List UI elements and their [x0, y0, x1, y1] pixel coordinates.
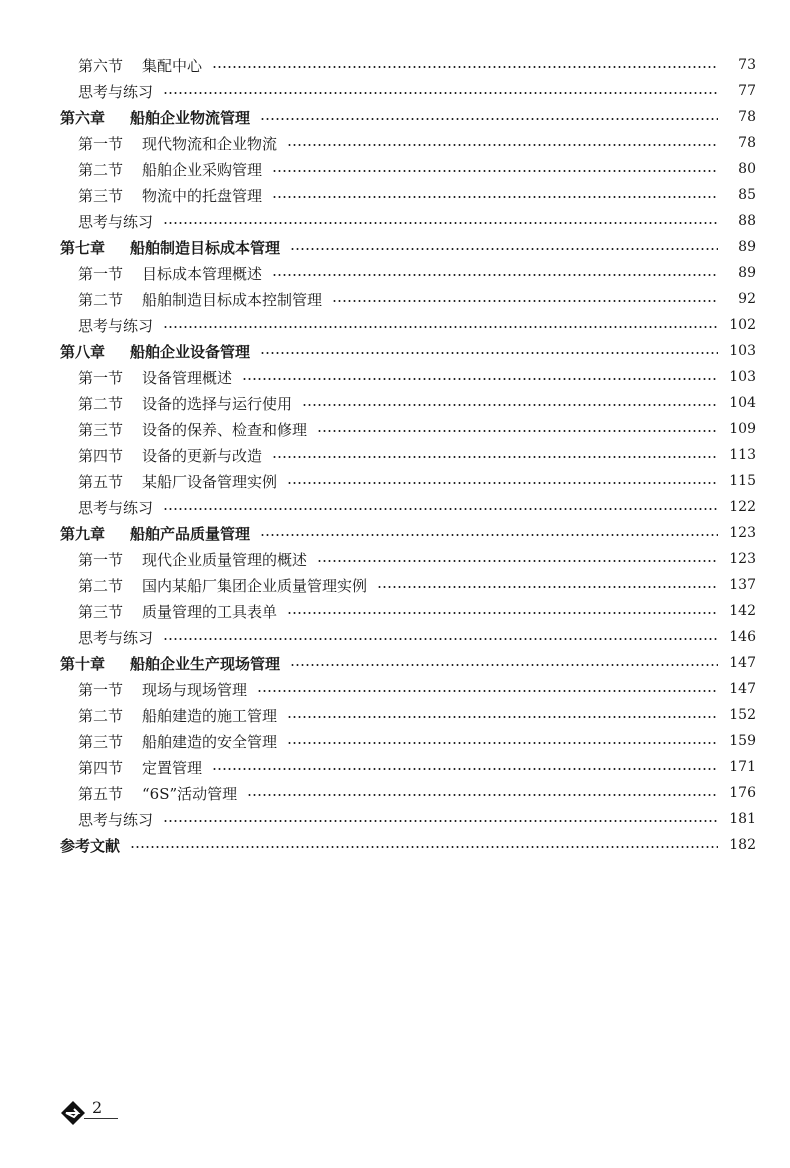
toc-section-entry[interactable] [0, 572, 790, 598]
toc-chapter-entry[interactable] [0, 338, 790, 364]
toc-entry-page: 123 [729, 551, 756, 567]
toc-entry-page: 88 [738, 213, 756, 229]
toc-entry-number: 第一节 [78, 264, 124, 283]
toc-entry-number: 第四节 [78, 758, 124, 777]
toc-entry-page: 182 [729, 837, 756, 853]
toc-entry-number: 第二节 [78, 394, 124, 413]
toc-section-entry[interactable] [0, 364, 790, 390]
dot-leader [377, 586, 718, 588]
toc-exercise-entry[interactable] [0, 806, 790, 832]
toc-entry-title: 船舶制造目标成本控制管理 [142, 290, 323, 309]
toc-entry-title: 目标成本管理概述 [142, 264, 263, 283]
toc-entry-page: 89 [738, 265, 756, 281]
toc-section-entry[interactable] [0, 52, 790, 78]
toc-entry-page: 85 [738, 187, 756, 203]
toc-entry-title: 船舶企业物流管理 [130, 108, 251, 127]
dot-leader [163, 92, 718, 94]
toc-section-entry[interactable] [0, 754, 790, 780]
toc-entry-page: 142 [729, 603, 756, 619]
toc-section-entry[interactable] [0, 598, 790, 624]
toc-section-entry[interactable] [0, 260, 790, 286]
toc-entry-title: 思考与练习 [78, 628, 154, 647]
toc-entry-page: 115 [729, 473, 756, 489]
toc-section-entry[interactable] [0, 130, 790, 156]
page-footer [56, 1094, 136, 1134]
toc-entry-page: 123 [729, 525, 756, 541]
toc-chapter-entry[interactable] [0, 104, 790, 130]
toc-entry-title: 船舶企业生产现场管理 [130, 654, 281, 673]
toc-entry-number: 第五节 [78, 784, 124, 803]
dot-leader [247, 794, 718, 796]
toc-entry-page: 80 [738, 161, 756, 177]
toc-entry-title: 思考与练习 [78, 810, 154, 829]
toc-entry-page: 181 [729, 811, 756, 827]
toc-entry-number: 第七章 [60, 238, 106, 257]
dot-leader [163, 820, 718, 822]
dot-leader [287, 612, 718, 614]
toc-entry-page: 89 [738, 239, 756, 255]
toc-entry-page: 103 [729, 369, 756, 385]
dot-leader [260, 352, 718, 354]
toc-entry-number: 第十章 [60, 654, 106, 673]
toc-entry-page: 77 [738, 83, 756, 99]
toc-entry-page: 146 [729, 629, 756, 645]
toc-section-entry[interactable] [0, 182, 790, 208]
toc-entry-page: 78 [738, 135, 756, 151]
toc-entry-page: 171 [729, 759, 756, 775]
toc-references-entry[interactable] [0, 832, 790, 858]
toc-entry-title: “6S”活动管理 [142, 784, 238, 803]
toc-entry-title: 定置管理 [142, 758, 203, 777]
page-number: 2 [92, 1098, 103, 1117]
toc-exercise-entry[interactable] [0, 624, 790, 650]
dot-leader [287, 482, 718, 484]
toc-entry-number: 第二节 [78, 290, 124, 309]
toc-section-entry[interactable] [0, 442, 790, 468]
toc-section-entry[interactable] [0, 286, 790, 312]
toc-entry-number: 第九章 [60, 524, 106, 543]
toc-entry-number: 第八章 [60, 342, 106, 361]
toc-entry-page: 152 [729, 707, 756, 723]
toc-entry-page: 122 [729, 499, 756, 515]
toc-exercise-entry[interactable] [0, 494, 790, 520]
toc-section-entry[interactable] [0, 676, 790, 702]
toc-entry-title: 思考与练习 [78, 212, 154, 231]
toc-entry-number: 第五节 [78, 472, 124, 491]
toc-entry-title: 船舶建造的安全管理 [142, 732, 278, 751]
toc-entry-page: 78 [738, 109, 756, 125]
toc-chapter-entry[interactable] [0, 650, 790, 676]
toc-entry-title: 国内某船厂集团企业质量管理实例 [142, 576, 368, 595]
dot-leader [163, 508, 718, 510]
toc-entry-page: 137 [729, 577, 756, 593]
dot-leader [290, 248, 718, 250]
toc-entry-number: 第一节 [78, 550, 124, 569]
toc-entry-number: 第六章 [60, 108, 106, 127]
toc-chapter-entry[interactable] [0, 520, 790, 546]
dot-leader [272, 274, 718, 276]
toc-entry-title: 集配中心 [142, 56, 203, 75]
footer-rule [84, 1118, 118, 1119]
toc-section-entry[interactable] [0, 156, 790, 182]
toc-section-entry[interactable] [0, 390, 790, 416]
toc-section-entry[interactable] [0, 780, 790, 806]
toc-entry-number: 第二节 [78, 160, 124, 179]
dot-leader [287, 716, 718, 718]
toc-section-entry[interactable] [0, 416, 790, 442]
toc-entry-number: 第三节 [78, 732, 124, 751]
dot-leader [332, 300, 718, 302]
toc-section-entry[interactable] [0, 468, 790, 494]
toc-entry-number: 第六节 [78, 56, 124, 75]
dot-leader [317, 430, 718, 432]
dot-leader [212, 66, 718, 68]
toc-entry-title: 某船厂设备管理实例 [142, 472, 278, 491]
toc-chapter-entry[interactable] [0, 234, 790, 260]
toc-entry-title: 船舶建造的施工管理 [142, 706, 278, 725]
dot-leader [260, 118, 718, 120]
toc-entry-number: 第二节 [78, 706, 124, 725]
dot-leader [163, 638, 718, 640]
toc-entry-page: 92 [738, 291, 756, 307]
toc-entry-title: 设备的选择与运行使用 [142, 394, 293, 413]
toc-entry-title: 思考与练习 [78, 498, 154, 517]
dot-leader [287, 144, 718, 146]
dot-leader [290, 664, 718, 666]
toc-entry-page: 147 [729, 655, 756, 671]
toc-entry-number: 第一节 [78, 134, 124, 153]
toc-entry-page: 176 [729, 785, 756, 801]
table-of-contents [0, 52, 790, 858]
toc-entry-page: 159 [729, 733, 756, 749]
dot-leader [317, 560, 718, 562]
toc-entry-title: 船舶产品质量管理 [130, 524, 251, 543]
toc-entry-title: 船舶制造目标成本管理 [130, 238, 281, 257]
diamond-arrow-icon [60, 1100, 86, 1126]
dot-leader [272, 196, 718, 198]
toc-entry-page: 103 [729, 343, 756, 359]
toc-exercise-entry[interactable] [0, 312, 790, 338]
toc-entry-number: 第三节 [78, 602, 124, 621]
toc-entry-page: 102 [729, 317, 756, 333]
toc-entry-page: 113 [729, 447, 756, 463]
toc-section-entry[interactable] [0, 546, 790, 572]
toc-section-entry[interactable] [0, 728, 790, 754]
toc-entry-number: 第一节 [78, 368, 124, 387]
toc-section-entry[interactable] [0, 702, 790, 728]
toc-entry-number: 第三节 [78, 420, 124, 439]
toc-entry-number: 第三节 [78, 186, 124, 205]
dot-leader [260, 534, 718, 536]
toc-entry-title: 思考与练习 [78, 82, 154, 101]
toc-entry-title: 质量管理的工具表单 [142, 602, 278, 621]
toc-entry-page: 104 [729, 395, 756, 411]
dot-leader [302, 404, 718, 406]
dot-leader [272, 170, 718, 172]
toc-exercise-entry[interactable] [0, 208, 790, 234]
toc-entry-page: 109 [729, 421, 756, 437]
toc-entry-number: 第二节 [78, 576, 124, 595]
dot-leader [257, 690, 718, 692]
toc-entry-page: 147 [729, 681, 756, 697]
toc-entry-number: 第四节 [78, 446, 124, 465]
dot-leader [163, 326, 718, 328]
dot-leader [212, 768, 718, 770]
dot-leader [163, 222, 718, 224]
dot-leader [242, 378, 718, 380]
toc-entry-title: 船舶企业设备管理 [130, 342, 251, 361]
toc-entry-title: 思考与练习 [78, 316, 154, 335]
toc-entry-title: 物流中的托盘管理 [142, 186, 263, 205]
toc-entry-page: 73 [738, 57, 756, 73]
toc-entry-title: 设备的保养、检查和修理 [142, 420, 308, 439]
toc-entry-title: 船舶企业采购管理 [142, 160, 263, 179]
toc-entry-number: 第一节 [78, 680, 124, 699]
toc-exercise-entry[interactable] [0, 78, 790, 104]
toc-entry-title: 现场与现场管理 [142, 680, 248, 699]
dot-leader [287, 742, 718, 744]
toc-entry-title: 参考文献 [60, 836, 121, 855]
toc-entry-title: 设备的更新与改造 [142, 446, 263, 465]
toc-entry-title: 设备管理概述 [142, 368, 233, 387]
dot-leader [130, 846, 718, 848]
toc-entry-title: 现代物流和企业物流 [142, 134, 278, 153]
toc-entry-title: 现代企业质量管理的概述 [142, 550, 308, 569]
dot-leader [272, 456, 718, 458]
